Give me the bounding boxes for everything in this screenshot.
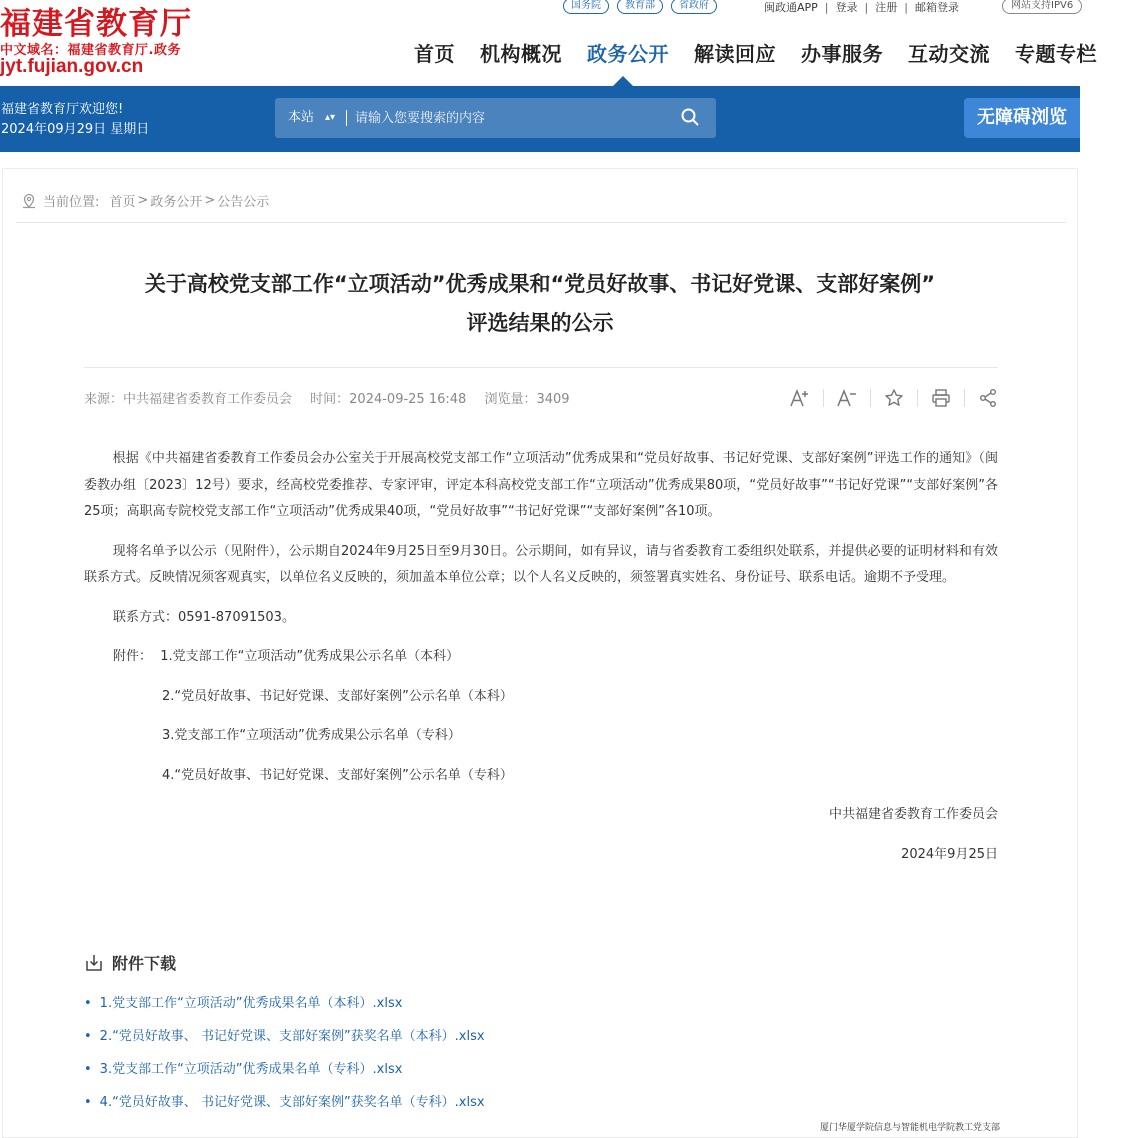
breadcrumb-separator: > — [137, 193, 149, 208]
register-link[interactable]: 注册 — [875, 1, 898, 14]
download-list — [84, 994, 485, 1126]
divider: | — [864, 0, 869, 14]
downloads-title: 附件下载 — [112, 954, 177, 973]
gov-link-ministry[interactable]: 教育部 — [617, 0, 663, 14]
font-decrease-icon — [836, 388, 858, 408]
attachment-item: 2.“党员好故事、书记好党课、支部好案例”公示名单（本科） — [162, 688, 513, 704]
download-item — [84, 1060, 485, 1080]
printer-icon — [931, 388, 951, 408]
logo-domain: jyt.fujian.gov.cn — [0, 56, 144, 77]
accessibility-button[interactable]: 无障碍浏览 — [964, 98, 1080, 138]
article-body — [84, 446, 998, 881]
breadcrumb-label: 当前位置: — [43, 195, 100, 210]
breadcrumb-announcements[interactable]: 公告公示 — [217, 195, 270, 210]
download-item — [84, 1027, 485, 1047]
downloads-heading — [84, 951, 176, 974]
bullet: • — [84, 1095, 92, 1110]
ipv6-badge: 网站支持IPV6 — [1002, 0, 1082, 14]
current-date: 2024年09月29日 星期日 — [1, 122, 150, 137]
divider: | — [824, 0, 829, 14]
favorite-button[interactable] — [882, 386, 906, 410]
active-nav-indicator — [613, 76, 633, 86]
attachment-item: 1.党支部工作“立项活动”优秀成果公示名单（本科） — [160, 649, 460, 664]
share-button[interactable] — [976, 386, 1000, 410]
nav-organization[interactable]: 机构概况 — [480, 42, 562, 66]
download-item — [84, 1093, 485, 1113]
divider — [84, 367, 998, 368]
divider — [823, 389, 824, 407]
font-decrease-button[interactable] — [835, 386, 859, 410]
divider — [870, 389, 871, 407]
nav-home[interactable]: 首页 — [414, 42, 455, 66]
download-link[interactable]: 2.“党员好故事、 书记好党课、支部好案例”获奖名单（本科）.xlsx — [99, 1029, 485, 1044]
article-title-line: 评选结果的公示 — [466, 311, 614, 335]
attachment-item: 4.“党员好故事、书记好党课、支部好案例”公示名单（专科） — [162, 767, 513, 783]
divider: | — [904, 0, 908, 14]
article-title — [80, 265, 1000, 343]
gov-links — [563, 0, 717, 14]
font-increase-button[interactable] — [788, 386, 812, 410]
article-paragraph: 现将名单予以公示（见附件），公示期自2024年9月25日至9月30日。公示期间，如有异议，请与省委教育工委组织处联系，并提供必要的证明材料和有效联系方式。反映情况须客观真实，以单位名义反映的，须加盖本单位公章；以个人名义反映的，须签署真实姓名、身份证号、联系电话。逾期不予受理。 — [84, 543, 998, 585]
location-pin-icon — [21, 193, 37, 209]
bullet: • — [84, 1062, 92, 1077]
logo-cn-domain: 中文域名：福建省教育厅.政务 — [0, 43, 181, 58]
welcome-text: 福建省教育厅欢迎您! — [1, 102, 124, 117]
article-source: 来源：中共福建省委教育工作委员会 — [84, 392, 293, 407]
search-icon — [680, 107, 700, 127]
search-scope-select[interactable]: 本站 — [288, 110, 315, 125]
nav-special-topics[interactable]: 专题专栏 — [1015, 42, 1097, 66]
breadcrumb — [21, 191, 269, 210]
divider — [16, 222, 1066, 223]
article-paragraph: 根据《中共福建省委教育工作委员会办公室关于开展高校党支部工作“立项活动”优秀成果和“党员好故事、书记好党课、支部好案例”评选工作的通知》（闽委教办组〔2023〕12号）要求，经高校党委推荐、专家评审，评定本科高校党支部工作“立项活动”优秀成果80项，“党员好故事”“书记好党课”“支部好案例”各25项；高职高专院校党支部工作“立项活动”优秀成果40项，“党员好故事”“书记好党课”“支部好案例”各10项。 — [84, 451, 998, 519]
attachment-label: 附件： — [113, 649, 153, 664]
article-time: 时间：2024-09-25 16:48 — [310, 392, 467, 407]
share-icon — [978, 388, 998, 408]
article-views: 浏览量：3409 — [484, 392, 570, 407]
sign-date: 2024年9月25日 — [901, 846, 998, 862]
signature: 中共福建省委教育工作委员会 — [828, 807, 998, 822]
nav-services[interactable]: 办事服务 — [801, 42, 883, 66]
mail-login-link[interactable]: 邮箱登录 — [914, 1, 959, 14]
site-logo-title[interactable]: 福建省教育厅 — [0, 6, 192, 42]
font-increase-icon — [789, 388, 811, 408]
search-input[interactable] — [355, 103, 665, 133]
gov-link-province[interactable]: 省政府 — [671, 0, 717, 14]
download-link[interactable]: 1.党支部工作“立项活动”优秀成果名单（本科）.xlsx — [99, 996, 403, 1011]
search-button[interactable] — [675, 104, 705, 132]
download-link[interactable]: 4.“党员好故事、 书记好党课、支部好案例”获奖名单（专科）.xlsx — [99, 1095, 485, 1110]
welcome-block — [1, 100, 149, 140]
main-nav — [414, 38, 1122, 67]
login-link[interactable]: 登录 — [835, 1, 858, 14]
breadcrumb-home[interactable]: 首页 — [109, 195, 136, 210]
download-icon — [84, 953, 104, 973]
nav-gov-affairs[interactable]: 政务公开 — [587, 42, 669, 66]
attachment-line — [84, 644, 998, 671]
watermark-text: 厦门华厦学院信息与智能机电学院教工党支部 — [820, 1123, 1001, 1133]
nav-interpretation[interactable]: 解读回应 — [694, 42, 776, 66]
breadcrumb-separator: > — [204, 193, 216, 208]
breadcrumb-gov-affairs[interactable]: 政务公开 — [150, 195, 203, 210]
nav-interaction[interactable]: 互动交流 — [908, 42, 990, 66]
bullet: • — [84, 1029, 92, 1044]
gov-link-state-council[interactable]: 国务院 — [563, 0, 609, 14]
divider — [917, 389, 918, 407]
bullet: • — [84, 996, 92, 1011]
download-item — [84, 994, 485, 1014]
contact-info: 联系方式：0591-87091503。 — [113, 609, 295, 625]
top-links — [764, 0, 959, 15]
search-box — [275, 98, 716, 138]
article-tools — [788, 386, 1000, 410]
site-header — [0, 0, 1097, 86]
article-meta — [84, 388, 584, 407]
download-link[interactable]: 3.党支部工作“立项活动”优秀成果名单（专科）.xlsx — [99, 1062, 403, 1077]
print-button[interactable] — [929, 386, 953, 410]
divider — [964, 389, 965, 407]
attachment-item: 3.党支部工作“立项活动”优秀成果公示名单（专科） — [162, 728, 461, 743]
sort-arrows-icon[interactable]: ▴▾ — [325, 112, 336, 123]
divider — [346, 110, 347, 126]
star-icon — [884, 388, 904, 408]
article-title-line: 关于高校党支部工作“立项活动”优秀成果和“党员好故事、书记好党课、支部好案例” — [144, 272, 936, 296]
search-band — [0, 86, 1080, 152]
app-link[interactable]: 闽政通APP — [764, 1, 818, 14]
